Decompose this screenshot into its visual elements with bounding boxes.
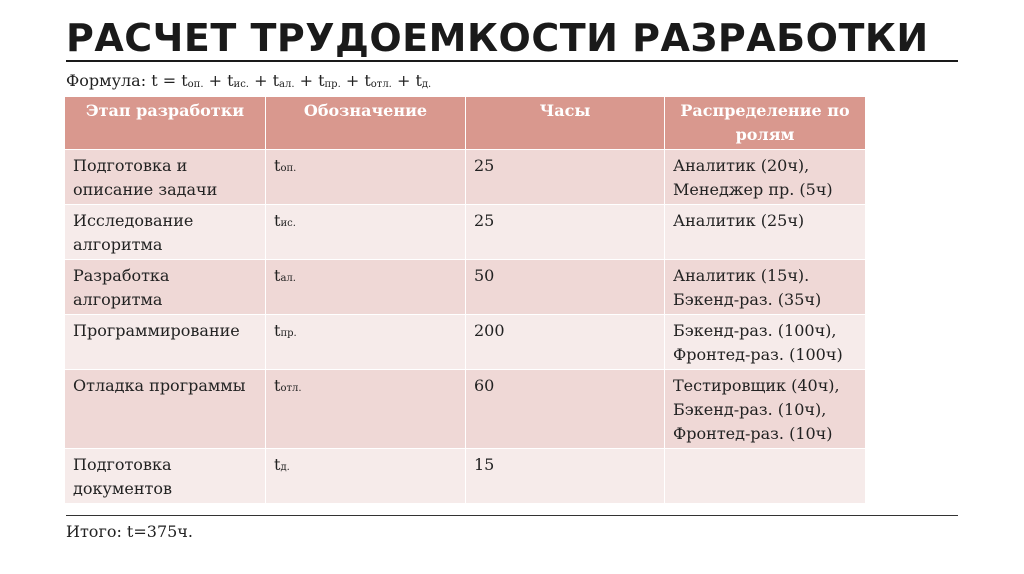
role-line: Бэкенд-раз. (10ч), bbox=[673, 400, 827, 419]
symbol-subscript: оп. bbox=[280, 163, 297, 174]
symbol-subscript: д. bbox=[280, 462, 290, 473]
cell-hours: 25 bbox=[466, 205, 665, 260]
symbol-base: t bbox=[274, 321, 281, 340]
table-row bbox=[65, 260, 866, 315]
role-line: Менеджер пр. (5ч) bbox=[673, 180, 833, 199]
table-body bbox=[65, 150, 866, 504]
formula-operator: + bbox=[391, 71, 416, 90]
divider bbox=[66, 515, 958, 516]
cell-hours: 60 bbox=[466, 370, 665, 449]
cell-stage: Исследование алгоритма bbox=[65, 205, 266, 260]
formula-term-subscript: ис. bbox=[233, 79, 249, 90]
formula-term: t bbox=[364, 71, 371, 90]
formula-term-subscript: д. bbox=[421, 79, 432, 90]
table-row bbox=[65, 370, 866, 449]
formula-operator: + bbox=[248, 71, 273, 90]
formula-prefix: Формула: t = bbox=[66, 71, 182, 90]
cell-roles bbox=[665, 370, 866, 449]
role-line: Бэкенд-раз. (35ч) bbox=[673, 290, 822, 309]
title-underline bbox=[66, 60, 958, 62]
role-line: Фронтед-раз. (100ч) bbox=[673, 345, 843, 364]
role-line: Фронтед-раз. (10ч) bbox=[673, 424, 833, 443]
formula-term: t bbox=[181, 71, 188, 90]
cell-hours: 200 bbox=[466, 315, 665, 370]
cell-roles bbox=[665, 260, 866, 315]
cell-stage: Подготовка документов bbox=[65, 449, 266, 504]
cell-symbol bbox=[266, 370, 466, 449]
header-stage: Этап разработки bbox=[65, 97, 266, 150]
symbol-subscript: пр. bbox=[280, 328, 297, 339]
role-line: Бэкенд-раз. (100ч), bbox=[673, 321, 837, 340]
cell-hours: 25 bbox=[466, 150, 665, 205]
cell-stage: Разработка алгоритма bbox=[65, 260, 266, 315]
formula-terms bbox=[181, 71, 431, 90]
cell-roles bbox=[665, 150, 866, 205]
header-roles: Распределение по ролям bbox=[665, 97, 866, 150]
formula-term-subscript: пр. bbox=[324, 79, 341, 90]
header-hours: Часы bbox=[466, 97, 665, 150]
symbol-base: t bbox=[274, 156, 281, 175]
formula-operator: + bbox=[340, 71, 365, 90]
formula-term: t bbox=[318, 71, 325, 90]
role-line: Тестировщик (40ч), bbox=[673, 376, 840, 395]
role-line: Аналитик (20ч), bbox=[673, 156, 810, 175]
cell-symbol bbox=[266, 315, 466, 370]
table-row bbox=[65, 315, 866, 370]
page-title: РАСЧЕТ ТРУДОЕМКОСТИ РАЗРАБОТКИ bbox=[66, 16, 929, 60]
cell-stage: Подготовка и описание задачи bbox=[65, 150, 266, 205]
total-text: Итого: t=375ч. bbox=[66, 522, 193, 541]
symbol-base: t bbox=[274, 266, 281, 285]
symbol-subscript: ис. bbox=[280, 218, 296, 229]
symbol-base: t bbox=[274, 211, 281, 230]
cell-symbol bbox=[266, 150, 466, 205]
table-row bbox=[65, 150, 866, 205]
role-line: Аналитик (15ч). bbox=[673, 266, 810, 285]
cell-symbol bbox=[266, 260, 466, 315]
cell-stage: Программирование bbox=[65, 315, 266, 370]
formula-term: t bbox=[272, 71, 279, 90]
role-line: Аналитик (25ч) bbox=[673, 211, 805, 230]
cell-roles bbox=[665, 205, 866, 260]
formula-term-subscript: ал. bbox=[279, 79, 295, 90]
cell-stage: Отладка программы bbox=[65, 370, 266, 449]
cell-roles bbox=[665, 315, 866, 370]
symbol-subscript: ал. bbox=[280, 273, 296, 284]
cell-symbol bbox=[266, 449, 466, 504]
formula-operator: + bbox=[294, 71, 319, 90]
table-row bbox=[65, 205, 866, 260]
symbol-base: t bbox=[274, 376, 281, 395]
formula-term: t bbox=[227, 71, 234, 90]
cell-hours: 15 bbox=[466, 449, 665, 504]
labor-table bbox=[64, 96, 866, 504]
symbol-subscript: отл. bbox=[280, 383, 302, 394]
header-symbol: Обозначение bbox=[266, 97, 466, 150]
cell-hours: 50 bbox=[466, 260, 665, 315]
table-header-row bbox=[65, 97, 866, 150]
symbol-base: t bbox=[274, 455, 281, 474]
formula-operator: + bbox=[203, 71, 228, 90]
formula bbox=[66, 71, 431, 90]
cell-roles bbox=[665, 449, 866, 504]
formula-term-subscript: оп. bbox=[187, 79, 204, 90]
table-row bbox=[65, 449, 866, 504]
cell-symbol bbox=[266, 205, 466, 260]
formula-term-subscript: отл. bbox=[370, 79, 392, 90]
formula-term: t bbox=[415, 71, 422, 90]
